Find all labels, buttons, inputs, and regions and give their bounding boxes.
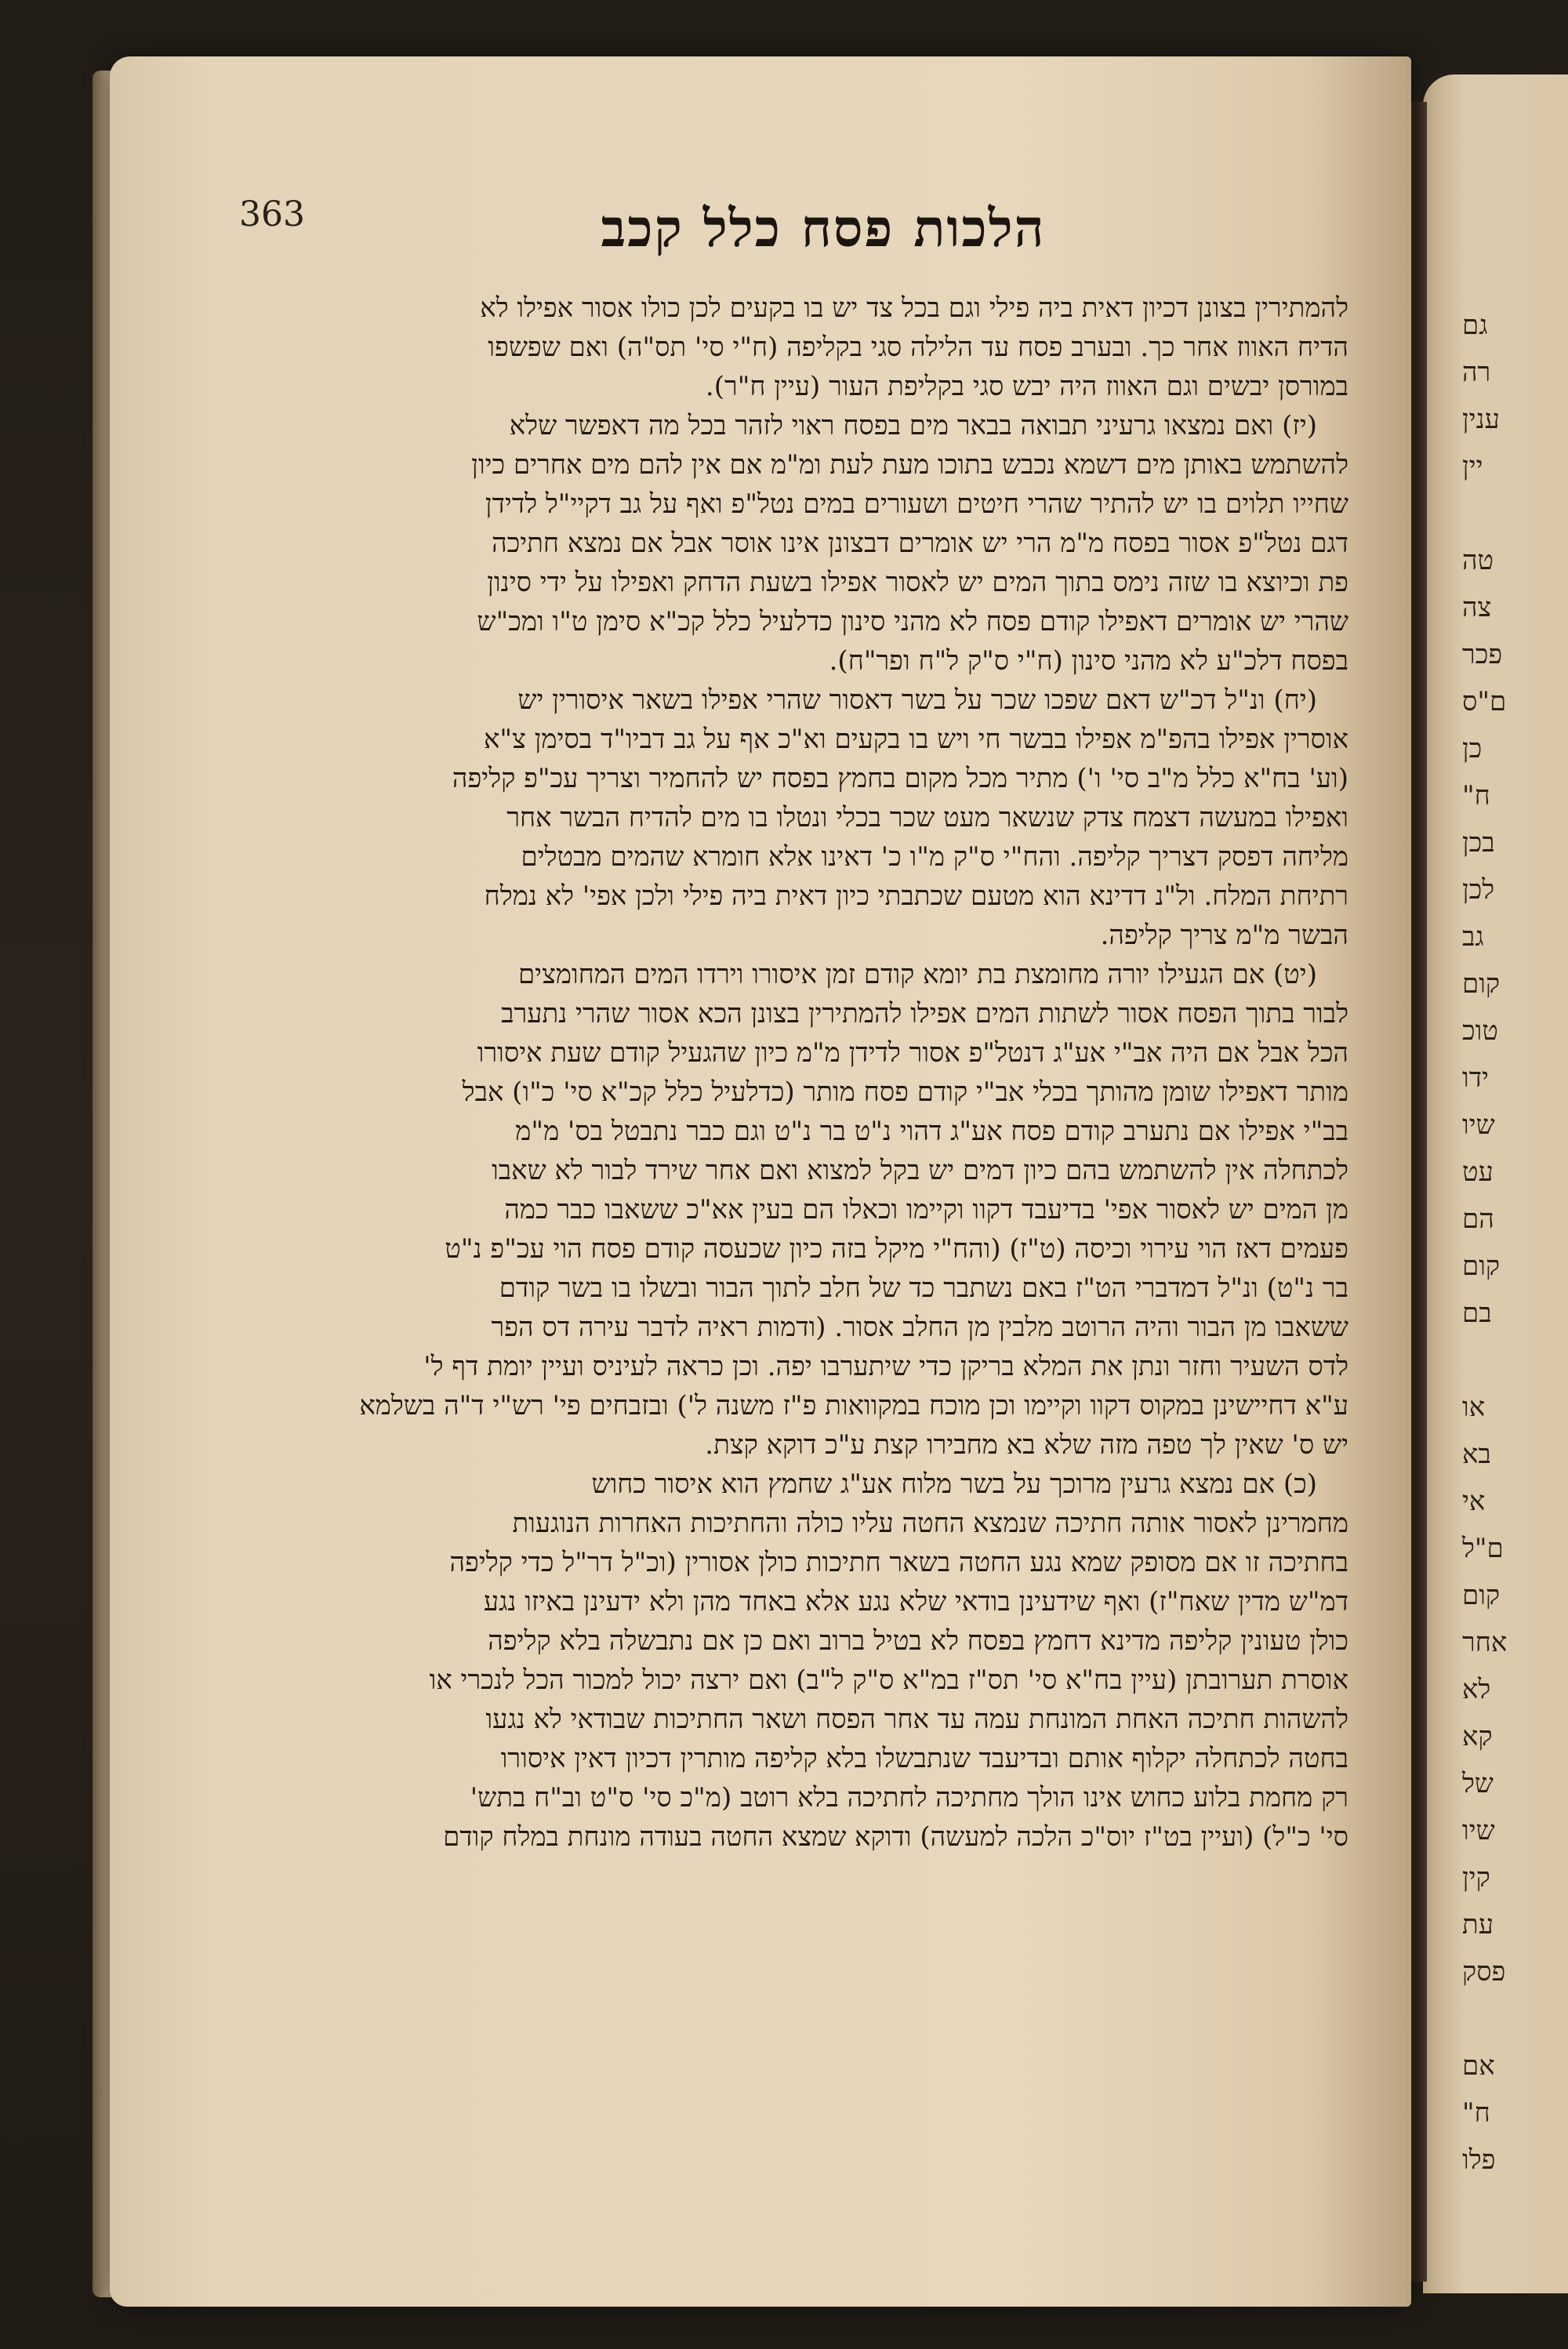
text-line: מחמרינן לאסור אותה חתיכה שנמצא החטה עליו כולה והחתיכות האחרות הנוגעות (512, 1508, 1348, 1539)
text-line: הבשר מ"מ צריך קליפה. (1100, 920, 1348, 951)
next-page-line-fragment: לכן (1462, 874, 1495, 906)
next-page-line-fragment: קום (1462, 968, 1501, 1000)
next-page-line-fragment: ח" (1462, 780, 1490, 811)
next-page-line-fragment: שיו (1462, 1815, 1495, 1846)
next-page-line-fragment: פכר (1462, 639, 1503, 670)
text-line: סי' כ"ל) (ועיין בט"ז יוס"כ הלכה למעשה) ודוקא שמצא החטה בעודה מונחת במלח קודם (443, 1821, 1348, 1853)
text-line: בר נ"ט) ונ"ל דמדברי הט"ז באם נשתבר כד של חלב לתוך הבור ובשלו בו בשר קודם (499, 1273, 1348, 1304)
text-line: (כ) אם נמצא גרעין מרוכך על בשר מלוח אע"ג שחמץ הוא איסור כחוש (591, 1469, 1317, 1500)
next-page-line-fragment: בכן (1462, 827, 1495, 859)
running-head-title: הלכות פסח כלל קכב (601, 198, 1046, 259)
next-page-line-fragment: פסק (1462, 1956, 1506, 1988)
next-page-line-fragment: פלו (1462, 2144, 1496, 2176)
text-line: אוסרין אפילו בהפ"מ אפילו בבשר חי ויש בו בקעים וא"כ אף על גב דביו"ד בסימן צ"א (484, 724, 1348, 755)
text-line: הדיח האווז אחר כך. ובערב פסח עד הלילה סגי בקליפה (ח"י סי' תס"ה) ואם שפשפו (488, 332, 1348, 363)
next-page-line-fragment: טה (1462, 545, 1494, 576)
text-line: להמתירין בצונן דכיון דאית ביה פילי וגם בכל צד יש בו בקעים לכן כולו אסור אפילו לא (480, 292, 1348, 324)
text-line: אוסרת תערובתן (עיין בח"א סי' תס"ז במ"א ס"ק ל"ב) ואם ירצה יכול למכור הכל לנכרי או (429, 1665, 1348, 1696)
text-line: שחייו תלוים בו יש להתיר שהרי חיטים ושעורים במים נטל"פ ואף על גב דקיי"ל לדידן (485, 488, 1348, 520)
next-page-line-fragment: כן (1462, 733, 1483, 764)
next-page-line-fragment: לא (1462, 1674, 1491, 1705)
text-line: דגם נטל"פ אסור בפסח מ"מ הרי יש אומרים דבצונן אינו אוסר אבל אם נמצא חתיכה (492, 528, 1348, 559)
page-body-text (235, 289, 1348, 1857)
next-page-line-fragment: הם (1462, 1204, 1494, 1235)
page-number: 363 (239, 194, 305, 234)
text-line: מותר דאפילו שומן מהותך בכלי אב"י קודם פסח מותר (כדלעיל כלל קכ"א סי' כ"ו) אבל (462, 1076, 1348, 1108)
next-page-line-fragment: בם (1462, 1298, 1492, 1329)
next-page-line-fragment: גם (1462, 310, 1488, 341)
text-line: להשהות חתיכה האחת המונחת עמה עד אחר הפסח ושאר החתיכות שבודאי לא נגעו (485, 1704, 1348, 1735)
text-line: (יט) אם הגעילו יורה מחומצת בת יומא קודם זמן איסורו וירדו המים המחומצים (517, 959, 1317, 990)
next-page-line-fragment: ם"ל (1462, 1533, 1504, 1564)
next-page-line-fragment: צה (1462, 592, 1492, 623)
next-page-line-fragment: עט (1462, 1156, 1494, 1188)
text-line: בב"י אפילו אם נתערב קודם פסח אע"ג דהוי נ"ט בר נ"ט וגם כבר נתבטל בס' מ"מ (515, 1116, 1348, 1147)
next-page-line-fragment: ידו (1462, 1062, 1489, 1094)
next-page-line-fragment: ענין (1462, 404, 1500, 435)
next-page-line-fragment: ם"ס (1462, 686, 1507, 717)
next-page-line-fragment: אי (1462, 1486, 1486, 1517)
text-line: לבור בתוך הפסח אסור לשתות המים אפילו להמתירין בצונן הכא אסור שהרי נתערב (501, 998, 1348, 1029)
text-line: הכל אבל אם היה אב"י אע"ג דנטל"פ אסור לדידן מ"מ כיון שהגעיל קודם שעת איסורו (477, 1037, 1348, 1069)
text-line: לכתחלה אין להשתמש בהם כיון דמים יש בקל למצוא ואם אחר שירד לבור לא שאבו (492, 1155, 1348, 1186)
next-page-line-fragment: שיו (1462, 1109, 1495, 1141)
text-line: דמ"ש מדין שאח"ז) ואף שידעינן בודאי שלא נגע אלא באחד מהן ולא ידעינן באיזו נגע (483, 1586, 1348, 1617)
text-line: (יז) ואם נמצאו גרעיני תבואה בבאר מים בפסח ראוי לזהר בכל מה דאפשר שלא (509, 410, 1317, 441)
text-line: פעמים דאז הוי עירוי וכיסה (ט"ז) (והח"י מיקל בזה כיון שכעסה קודם פסח הוי עכ"פ נ"ט (445, 1233, 1348, 1265)
text-line: שהרי יש אומרים דאפילו קודם פסח לא מהני סינון כדלעיל כלל קכ"א סימן ט"ו ומכ"ש (477, 606, 1348, 637)
text-line: (וע' בח"א כלל מ"ב סי' ו') מתיר מכל מקום בחמץ בפסח יש להחמיר וצריך עכ"פ קליפה (452, 763, 1348, 794)
text-line: ע"א דחיישינן במקוס דקוו וקיימו וכן מוכח במקוואות פ"ז משנה ל') ובזבחים פי' רש"י ד"ה בשלמא (359, 1390, 1348, 1421)
next-page-line-fragment: בא (1462, 1439, 1491, 1470)
text-line: כולן טעונין קליפה מדינא דחמץ בפסח לא בטיל ברוב ואם כן אם נתבשלה בלא קליפה (488, 1625, 1348, 1657)
text-line: בחתיכה זו אם מסופק שמא נגע החטה בשאר חתיכות כולן אסורין (וכ"ל דר"ל כדי קליפה (449, 1547, 1348, 1578)
next-page-line-fragment: טוכ (1462, 1015, 1498, 1047)
text-line: מן המים יש לאסור אפי' בדיעבד דקוו וקיימו וכאלו הם בעין אא"כ ששאבו כבר כמה (504, 1194, 1348, 1225)
text-line: רתיחת המלח. ול"נ דדינא הוא מטעם שכתבתי כיון דאית ביה פילי ולכן אפי' לא נמלח (484, 880, 1348, 912)
text-line: פת וכיוצא בו שזה נימס בתוך המים יש לאסור אפילו בשעת הדחק ואפילו על ידי סינון (487, 567, 1348, 598)
text-line: (יח) ונ"ל דכ"ש דאם שפכו שכר על בשר דאסור שהרי אפילו בשאר איסורין יש (517, 684, 1317, 716)
next-page-line-fragment: קום (1462, 1251, 1501, 1282)
next-page-line-fragment: אחר (1462, 1627, 1508, 1658)
text-line: בפסח דלכ"ע לא מהני סינון (ח"י ס"ק ל"ח ופר"ח). (829, 645, 1348, 677)
next-page-fragment (1423, 74, 1568, 2293)
next-page-line-fragment: קין (1462, 1862, 1490, 1893)
text-line: להשתמש באותן מים דשמא נכבש בתוכו מעת לעת ומ"מ אם אין להם מים אחרים כיון (471, 449, 1348, 481)
next-page-line-fragment: גב (1462, 921, 1484, 953)
next-page-line-fragment: עת (1462, 1909, 1494, 1941)
text-line: יש ס' שאין לך טפה מזה שלא בא מחבירו קצת ע"כ דוקא קצת. (705, 1429, 1348, 1461)
text-line: בחטה לכתחלה יקלוף אותם ובדיעבד שנתבשלו בלא קליפה מותרין דכיון דאין איסורו (500, 1743, 1348, 1774)
next-page-line-fragment: יין (1462, 451, 1483, 482)
next-page-line-fragment: אם (1462, 2050, 1495, 2082)
next-page-line-fragment: של (1462, 1768, 1494, 1799)
next-page-line-fragment: רה (1462, 357, 1491, 388)
text-line: לדס השעיר וחזר ונתן את המלא בריקן כדי שיתערבו יפה. וכן כראה לעיניס ועיין יומת דף ל' (423, 1351, 1348, 1382)
next-page-line-fragment: קום (1462, 1580, 1501, 1611)
text-line: ואפילו במעשה דצמח צדק שנשאר מעט שכר בכלי ונטלו בו מים להדיח הבשר אחר (506, 802, 1348, 833)
next-page-line-fragment: קא (1462, 1721, 1493, 1752)
next-page-line-fragment: ח" (1462, 2097, 1490, 2129)
text-line: ששאבו מן הבור והיה הרוטב מלבין מן החלב אסור. (ודמות ראיה לדבר עירה דס הפר (491, 1312, 1348, 1343)
text-line: מליחה דפסק דצריך קליפה. והח"י ס"ק מ"ו כ' דאינו אלא חומרא שהמים מבטלים (521, 841, 1348, 873)
next-page-line-fragment: או (1462, 1392, 1486, 1423)
text-line: במורסן יבשים וגם האווז היה יבש סגי בקליפת העור (עיין ח"ר). (705, 371, 1348, 402)
text-line: רק מחמת בלוע כחוש אינו הולך מחתיכה לחתיכה בלא רוטב (מ"כ סי' ס"ט וב"ח בתש' (470, 1782, 1348, 1813)
